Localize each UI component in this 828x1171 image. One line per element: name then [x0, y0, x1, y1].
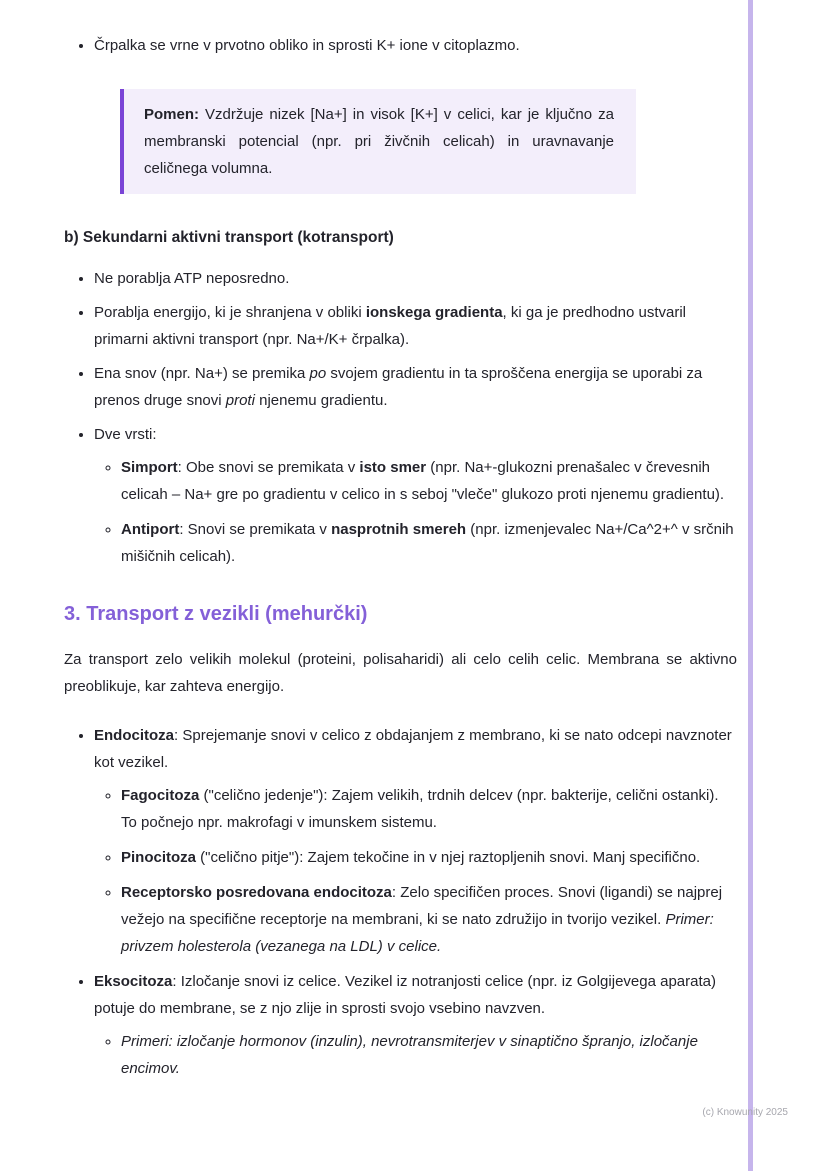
list-item-endocitoza: [94, 722, 737, 960]
bullet-text: Endocitoza: Sprejemanje snovi v celico z obdajanjem z membrano, ki se nato odcepi navznoter kot vezikel.: [94, 727, 732, 771]
watermark: (c) Knowunity 2025: [702, 1107, 788, 1118]
section-3-intro: Za transport zelo velikih molekul (proteini, polisaharidi) ali celo celih celic. Membrana se aktivno preoblikuje, kar zahteva energijo.: [64, 651, 737, 695]
bullet-text: Receptorsko posredovana endocitoza: Zelo specifičen proces. Snovi (ligandi) se najprej vežejo na specifične receptorje na membrani, ki se nato združijo in tvorijo vezikel. Primer: privzem holesterola (vezanega na LDL) v celice.: [121, 884, 723, 955]
list-item-porablja-energijo: [94, 299, 737, 353]
list-item-crpalka: [94, 32, 737, 59]
callout-text: Pomen: Vzdržuje nizek [Na+] in visok [K+] v celici, kar je ključno za membranski potencial (npr. pri živčnih celicah) in uravnavanje celičnega volumna.: [144, 106, 614, 177]
list-item-dve-vrsti: [94, 421, 737, 570]
document-content: [64, 32, 737, 1090]
vesicle-list: [64, 722, 737, 1082]
bullet-text: Ena snov (npr. Na+) se premika po svojem gradientu in ta sproščena energija se uporabi za prenos druge snovi proti njenemu gradientu.: [94, 365, 703, 409]
bullet-text: Simport: Obe snovi se premikata v isto smer (npr. Na+-glukozni prenašalec v črevesnih celicah – Na+ gre po gradientu v celico in s seboj "vleče" glukozo proti njenemu gradientu).: [121, 459, 725, 503]
list-item-primeri: [121, 1028, 737, 1082]
list-item-antiport: [121, 516, 737, 570]
list-item-eksocitoza: [94, 968, 737, 1082]
bullet-text: Pinocitoza ("celično pitje"): Zajem tekočine in v njej raztopljenih snovi. Manj specifično.: [121, 849, 701, 866]
section-b-list: [64, 265, 737, 570]
callout-pomen: [120, 89, 636, 194]
page-edge-strip: [748, 0, 753, 1171]
section-b-heading: b) Sekundarni aktivni transport (kotransport): [64, 229, 394, 246]
endocitoza-sublist: [94, 782, 737, 960]
bullet-text: Primeri: izločanje hormonov (inzulin), nevrotransmiterjev v sinaptično špranjo, izločanje encimov.: [121, 1033, 698, 1077]
list-item-receptorska-endocitoza: [121, 879, 737, 960]
bullet-text: Ne porablja ATP neposredno.: [94, 270, 290, 287]
dve-vrsti-sublist: [94, 454, 737, 570]
bullet-text: Antiport: Snovi se premikata v nasprotnih smereh (npr. izmenjevalec Na+/Ca^2+^ v srčnih mišičnih celicah).: [121, 521, 734, 565]
list-item-simport: [121, 454, 737, 508]
bullet-text: Črpalka se vrne v prvotno obliko in sprosti K+ ione v citoplazmo.: [94, 37, 520, 54]
list-item-ena-snov: [94, 360, 737, 414]
bullet-text: Dve vrsti:: [94, 426, 157, 443]
bullet-text: Fagocitoza ("celično jedenje"): Zajem velikih, trdnih delcev (npr. bakterije, celični ostanki). To počnejo npr. makrofagi v imunskem sistemu.: [121, 787, 719, 831]
list-item-ne-porablja: [94, 265, 737, 292]
bullet-text: Eksocitoza: Izločanje snovi iz celice. Vezikel iz notranjosti celice (npr. iz Golgijevega aparata) potuje do membrane, se z njo zlije in sprosti svojo vsebino navzven.: [94, 973, 716, 1017]
bullet-text: Porablja energijo, ki je shranjena v obliki ionskega gradienta, ki ga je predhodno ustvaril primarni aktivni transport (npr. Na+/K+ črpalka).: [94, 304, 686, 348]
top-bullet-list: [64, 32, 737, 59]
list-item-fagocitoza: [121, 782, 737, 836]
section-3-heading: 3. Transport z vezikli (mehurčki): [64, 603, 368, 625]
eksocitoza-sublist: [94, 1028, 737, 1082]
list-item-pinocitoza: [121, 844, 737, 871]
